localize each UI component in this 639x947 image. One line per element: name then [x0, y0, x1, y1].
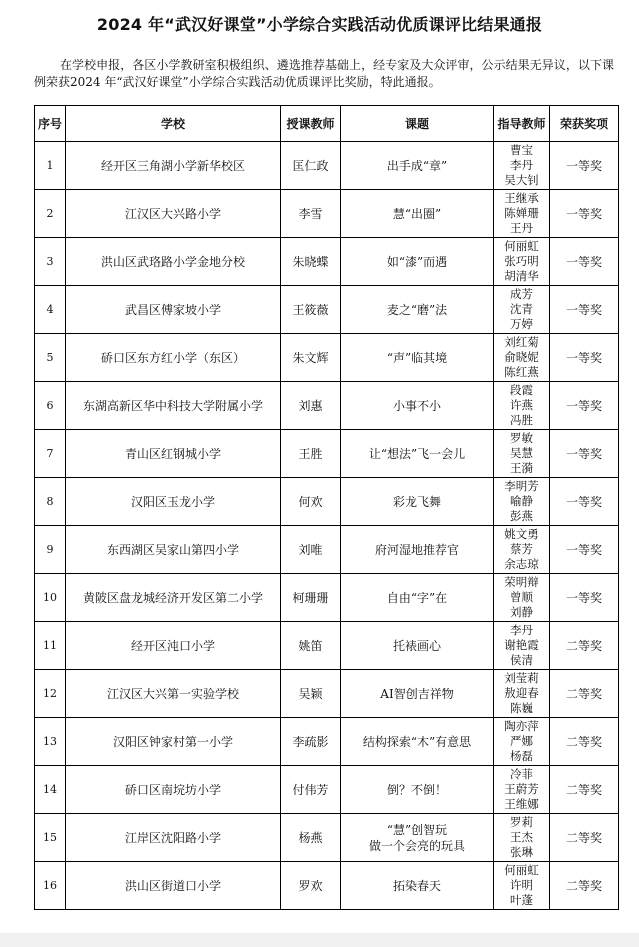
mentor-name: 敖迎春 — [504, 686, 539, 700]
mentor-name: 吴大钊 — [504, 173, 539, 187]
award-level: 一等奖 — [550, 238, 619, 286]
mentor-name: 王维娜 — [504, 797, 539, 811]
teacher-name: 李雪 — [281, 190, 341, 238]
table-row — [35, 238, 619, 286]
mentor-list — [494, 622, 550, 670]
school-name: 汉阳区玉龙小学 — [66, 478, 281, 526]
document-title: 2024 年“武汉好课堂”小学综合实践活动优质课评比结果通报 — [96, 15, 543, 34]
teacher-name: 刘唯 — [281, 526, 341, 574]
mentor-name: 刘静 — [510, 605, 533, 619]
row-number: 13 — [35, 718, 66, 766]
header-school: 学校 — [66, 106, 281, 142]
topic-line: 出手成“章” — [386, 158, 448, 173]
lesson-topic — [341, 718, 494, 766]
page-bottom-strip — [0, 933, 639, 947]
header-award: 荣获奖项 — [550, 106, 619, 142]
mentor-name: 李明芳 — [504, 479, 539, 493]
mentor-name: 陈巍 — [510, 701, 533, 715]
mentor-name: 余志琼 — [504, 557, 539, 571]
award-level: 二等奖 — [550, 622, 619, 670]
award-level: 二等奖 — [550, 862, 619, 910]
school-name: 东西湖区吴家山第四小学 — [66, 526, 281, 574]
mentor-name: 许明 — [510, 878, 533, 892]
mentor-name: 刘红菊 — [504, 335, 539, 349]
table-row — [35, 286, 619, 334]
lesson-topic — [341, 574, 494, 622]
mentor-name: 成芳 — [510, 287, 533, 301]
mentor-list — [494, 430, 550, 478]
table-row — [35, 190, 619, 238]
mentor-name: 李丹 — [510, 158, 533, 172]
mentor-name: 许燕 — [510, 398, 533, 412]
mentor-name: 冯胜 — [510, 413, 533, 427]
header-no: 序号 — [35, 106, 66, 142]
row-number: 2 — [35, 190, 66, 238]
mentor-list — [494, 526, 550, 574]
mentor-name: 李丹 — [510, 623, 533, 637]
lesson-topic — [341, 142, 494, 190]
mentor-name: 王漪 — [510, 461, 533, 475]
mentor-name: 杨磊 — [510, 749, 533, 763]
mentor-name: 王杰 — [510, 830, 533, 844]
teacher-name: 罗欢 — [281, 862, 341, 910]
award-level: 一等奖 — [550, 526, 619, 574]
mentor-list — [494, 142, 550, 190]
lesson-topic — [341, 238, 494, 286]
mentor-name: 王继承 — [504, 191, 539, 205]
lesson-topic — [341, 526, 494, 574]
mentor-name: 吴慧 — [510, 446, 533, 460]
topic-line: 拓染春天 — [392, 878, 441, 893]
award-level: 一等奖 — [550, 382, 619, 430]
table-row — [35, 622, 619, 670]
school-name: 黄陂区盘龙城经济开发区第二小学 — [66, 574, 281, 622]
lesson-topic — [341, 670, 494, 718]
topic-line: 自由“字”在 — [386, 590, 448, 605]
teacher-name: 柯珊珊 — [281, 574, 341, 622]
topic-line: 如“漆”而遇 — [386, 254, 448, 269]
mentor-name: 叶蓬 — [510, 893, 533, 907]
award-level: 一等奖 — [550, 142, 619, 190]
header-teacher: 授课教师 — [281, 106, 341, 142]
lesson-topic — [341, 430, 494, 478]
topic-line: 慧“出圈” — [392, 206, 442, 221]
lesson-topic — [341, 382, 494, 430]
row-number: 7 — [35, 430, 66, 478]
table-row — [35, 814, 619, 862]
topic-line: 府河湿地推荐官 — [374, 542, 459, 557]
row-number: 10 — [35, 574, 66, 622]
mentor-list — [494, 574, 550, 622]
table-body — [35, 142, 619, 910]
mentor-name: 张琳 — [510, 845, 533, 859]
teacher-name: 何欢 — [281, 478, 341, 526]
mentor-name: 侯清 — [510, 653, 533, 667]
mentor-name: 王蔚芳 — [504, 782, 539, 796]
lesson-topic — [341, 622, 494, 670]
results-table — [34, 105, 619, 910]
topic-line: “慧”创智玩 — [386, 822, 448, 837]
school-name: 经开区三角湖小学新华校区 — [66, 142, 281, 190]
topic-line: 小事不小 — [392, 398, 441, 413]
mentor-name: 罗敏 — [510, 431, 533, 445]
mentor-name: 何丽虹 — [504, 239, 539, 253]
award-level: 一等奖 — [550, 574, 619, 622]
mentor-name: 胡清华 — [504, 269, 539, 283]
school-name: 江汉区大兴第一实验学校 — [66, 670, 281, 718]
mentor-name: 罗莉 — [510, 815, 533, 829]
topic-line: 麦之“磨”法 — [386, 302, 448, 317]
school-name: 洪山区武珞路小学金地分校 — [66, 238, 281, 286]
table-row — [35, 334, 619, 382]
mentor-name: 姚文勇 — [504, 527, 539, 541]
topic-line: 让“想法”飞一会儿 — [368, 446, 466, 461]
topic-line: “声”临其境 — [386, 350, 448, 365]
teacher-name: 王筱薇 — [281, 286, 341, 334]
mentor-name: 冷菲 — [510, 767, 533, 781]
header-topic: 课题 — [341, 106, 494, 142]
mentor-list — [494, 478, 550, 526]
award-level: 一等奖 — [550, 334, 619, 382]
mentor-name: 沈青 — [510, 302, 533, 316]
lesson-topic — [341, 334, 494, 382]
school-name: 硚口区南垸坊小学 — [66, 766, 281, 814]
mentor-name: 陶亦萍 — [504, 719, 539, 733]
table-row — [35, 478, 619, 526]
award-level: 二等奖 — [550, 670, 619, 718]
school-name: 洪山区街道口小学 — [66, 862, 281, 910]
row-number: 14 — [35, 766, 66, 814]
row-number: 8 — [35, 478, 66, 526]
mentor-name: 刘莹莉 — [504, 671, 539, 685]
lesson-topic — [341, 190, 494, 238]
topic-line: 倒？不倒！ — [386, 782, 447, 797]
table-row — [35, 718, 619, 766]
mentor-list — [494, 286, 550, 334]
mentor-list — [494, 670, 550, 718]
mentor-list — [494, 814, 550, 862]
school-name: 东湖高新区华中科技大学附属小学 — [66, 382, 281, 430]
mentor-name: 蔡芳 — [510, 542, 533, 556]
row-number: 6 — [35, 382, 66, 430]
award-level: 一等奖 — [550, 430, 619, 478]
mentor-name: 段霞 — [510, 383, 533, 397]
school-name: 江汉区大兴路小学 — [66, 190, 281, 238]
mentor-name: 陈婵珊 — [504, 206, 539, 220]
row-number: 15 — [35, 814, 66, 862]
teacher-name: 朱文辉 — [281, 334, 341, 382]
mentor-list — [494, 238, 550, 286]
teacher-name: 杨燕 — [281, 814, 341, 862]
lesson-topic — [341, 814, 494, 862]
mentor-name: 喻静 — [510, 494, 533, 508]
table-row — [35, 766, 619, 814]
lesson-topic — [341, 862, 494, 910]
teacher-name: 刘惠 — [281, 382, 341, 430]
table-row — [35, 382, 619, 430]
school-name: 经开区沌口小学 — [66, 622, 281, 670]
topic-line: AI智创吉祥物 — [380, 686, 454, 701]
lesson-topic — [341, 478, 494, 526]
school-name: 江岸区沈阳路小学 — [66, 814, 281, 862]
table-row — [35, 526, 619, 574]
row-number: 1 — [35, 142, 66, 190]
school-name: 青山区红钢城小学 — [66, 430, 281, 478]
mentor-list — [494, 382, 550, 430]
award-level: 一等奖 — [550, 478, 619, 526]
award-level: 二等奖 — [550, 718, 619, 766]
row-number: 9 — [35, 526, 66, 574]
table-header-row — [35, 106, 619, 142]
teacher-name: 姚笛 — [281, 622, 341, 670]
mentor-name: 曾顺 — [510, 590, 533, 604]
mentor-name: 何丽虹 — [504, 863, 539, 877]
mentor-list — [494, 766, 550, 814]
mentor-list — [494, 862, 550, 910]
topic-line: 托裱画心 — [392, 638, 441, 653]
award-level: 一等奖 — [550, 190, 619, 238]
mentor-name: 严娜 — [510, 734, 533, 748]
teacher-name: 朱晓蝶 — [281, 238, 341, 286]
table-row — [35, 430, 619, 478]
header-mentors: 指导教师 — [494, 106, 550, 142]
row-number: 11 — [35, 622, 66, 670]
mentor-list — [494, 190, 550, 238]
table-row — [35, 862, 619, 910]
teacher-name: 吴颖 — [281, 670, 341, 718]
topic-line: 做一个会亮的玩具 — [368, 838, 465, 853]
teacher-name: 付伟芳 — [281, 766, 341, 814]
award-level: 二等奖 — [550, 814, 619, 862]
row-number: 3 — [35, 238, 66, 286]
mentor-name: 谢艳霞 — [504, 638, 539, 652]
table-row — [35, 142, 619, 190]
lesson-topic — [341, 766, 494, 814]
mentor-name: 曹宝 — [510, 143, 533, 157]
teacher-name: 匡仁政 — [281, 142, 341, 190]
intro-paragraph: 在学校申报，各区小学教研室积极组织、遴选推荐基础上，经专家及大众评审，公示结果无异议，以下课例荣获2024 年“武汉好课堂”小学综合实践活动优质课评比奖励，特此通报。 — [34, 58, 614, 89]
award-level: 二等奖 — [550, 766, 619, 814]
teacher-name: 李疏影 — [281, 718, 341, 766]
lesson-topic — [341, 286, 494, 334]
topic-line: 彩龙飞舞 — [392, 494, 441, 509]
row-number: 5 — [35, 334, 66, 382]
mentor-name: 荣明辩 — [504, 575, 539, 589]
mentor-name: 万婷 — [510, 317, 533, 331]
mentor-list — [494, 718, 550, 766]
mentor-name: 张巧明 — [504, 254, 539, 268]
mentor-name: 陈红燕 — [504, 365, 539, 379]
mentor-name: 俞晓妮 — [504, 350, 539, 364]
mentor-name: 王丹 — [510, 221, 533, 235]
row-number: 12 — [35, 670, 66, 718]
school-name: 武昌区傅家坡小学 — [66, 286, 281, 334]
award-level: 一等奖 — [550, 286, 619, 334]
mentor-name: 彭燕 — [510, 509, 533, 523]
table-row — [35, 670, 619, 718]
row-number: 16 — [35, 862, 66, 910]
mentor-list — [494, 334, 550, 382]
teacher-name: 王胜 — [281, 430, 341, 478]
school-name: 硚口区东方红小学（东区） — [66, 334, 281, 382]
topic-line: 结构探索“木”有意思 — [362, 734, 472, 749]
school-name: 汉阳区钟家村第一小学 — [66, 718, 281, 766]
row-number: 4 — [35, 286, 66, 334]
table-row — [35, 574, 619, 622]
